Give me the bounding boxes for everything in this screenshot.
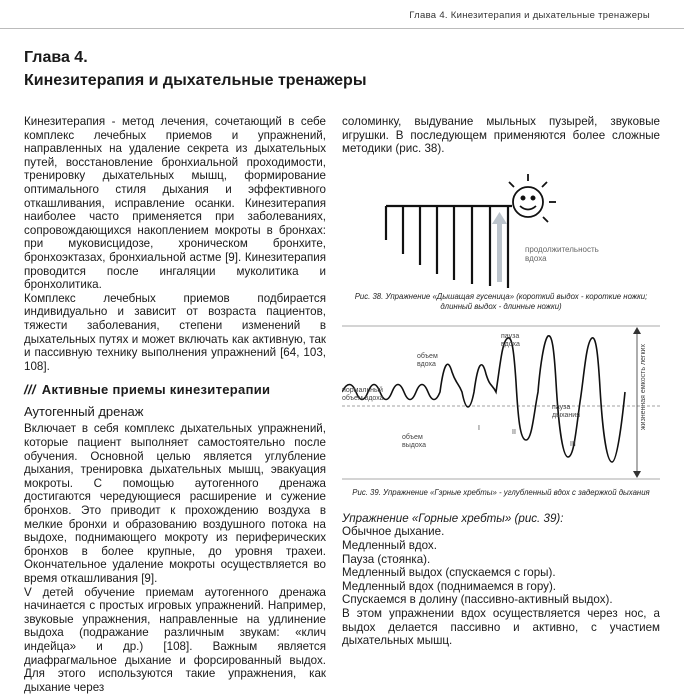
svg-text:объемвдоха: объем вдоха (417, 352, 438, 368)
section-title: Активные приемы кинезитерапии (41, 382, 271, 398)
svg-text:II: II (512, 428, 516, 436)
autogenic-paragraph-1: Включает в себя комплекс дыхательных упражнений, которые пациент выполняет самостоятельно после обучения. Основной целью является углубление дыхания, тренировка дыхательных мышц, эвакуация мокроты. С помощью аутогенного дренажа достигаются чередующиеся расширение и сужение бронхов. Это приводит к прохождению воздуха в мелкие бронхи и образованию воздушного потока на выдохе, поднимающего мокроту из периферических бронхов в более крупные, до уровня трахеи. Окончательное удаление мокроты осуществляется во время откашливания [9]. (24, 422, 326, 585)
figure-38-caption: Рис. 38. Упражнение «Дышащая гусеница» (короткий выдох - короткие ножки; длинный выдох - длинные ножки) (354, 291, 648, 311)
exercise-list-title: Упражнение «Горные хребты» (рис. 39): (342, 511, 564, 525)
exercise-list (342, 512, 660, 648)
list-item: Пауза (стоянка). (342, 552, 431, 566)
list-item: Медленный выдох (спускаемся с горы). (342, 566, 556, 580)
section-heading (24, 383, 326, 397)
svg-text:паузадыхания: пауза дыхания (552, 403, 580, 419)
section-mark: /// (24, 382, 36, 398)
breathing-curve (342, 336, 625, 462)
chapter-title: Кинезитерапия и дыхательные тренажеры (24, 72, 367, 89)
fig38-label: продолжительность вдоха (525, 244, 599, 263)
chapter-heading (24, 46, 366, 92)
continuation-paragraph: соломинку, выдувание мыльных пузырей, звуковые игрушки. В последующем применяются более сложные методики (рис. 38). (342, 115, 660, 156)
subsection-heading: Аутогенный дренаж (24, 403, 144, 419)
svg-text:жизненная емкость легких: жизненная емкость легких (640, 343, 647, 430)
running-head: Глава 4. Кинезитерапия и дыхательные тренажеры (409, 10, 650, 21)
caterpillar-head-icon (509, 174, 556, 222)
chapter-number: Глава 4. (24, 49, 88, 66)
figure-38-caterpillar (342, 162, 660, 292)
svg-text:объемвыдоха: объем выдоха (402, 433, 426, 449)
svg-text:паузавдоха: пауза вдоха (501, 332, 520, 348)
figure-39-caption: Рис. 39. Упражнение «Гэрные хребты» - углубленный вдох с задержкой дыхания (352, 487, 650, 497)
header-rule (0, 28, 684, 29)
autogenic-paragraph-2: V детей обучение приемам аутогенного дренажа начинается с простых игровых упражнений. Например, звуковые упражнения, направленные на удлинение выдоха (подражание различным звукам: «клич индейца» и др.) [108]. Важным является диафрагмальное дыхание и форсированный выдох. Для этого используются такие упражнения, как дыхание через (24, 585, 326, 694)
list-item: Медленный вдох. (342, 538, 437, 552)
intro-paragraph-1: Кинезитерапия - метод лечения, сочетающий в себе комплекс лечебных приемов и упражнений, направленных на удаление секрета из дыхательных путей, восстановление бронхиальной проходимости, тренировку дыхательных мышц, формирование оптимального стиля дыхания и эффективного откашливания, исправление осанки. Кинезитерапия наиболее часто применяется при заболеваниях, сопровождающихся накоплением мокроты в бронхах: при муковисцидозе, хроническом бронхите, бронхоэктазах, бронхиальной астме [9]. Кинезитерапия проводится после ингаляции муколитика и бронхолитика. (24, 115, 326, 292)
right-column (342, 115, 660, 648)
svg-text:I: I (478, 424, 480, 432)
list-item: Медленный вдох (поднимаемся в гору). (342, 579, 557, 593)
intro-paragraph-2: Комплекс лечебных приемов подбирается индивидуально и зависит от возраста пациентов, тяжести заболевания, степени изменений в дыхательных путях и может включать как активную, так и пассивную технику выполнения упражнений [64, 103, 108]. (24, 291, 326, 373)
list-item: Спускаемся в долину (пассивно-активный выдох). (342, 593, 613, 607)
closing-paragraph: В этом упражнении вдох осуществляется через нос, а выдох делается пассивно и активно, с участием дыхательных мышц. (342, 606, 660, 648)
list-item: Обычное дыхание. (342, 525, 445, 539)
left-column (24, 115, 326, 694)
figure-39-mountains (342, 322, 660, 484)
svg-text:III: III (570, 440, 576, 448)
duration-arrow-icon (492, 212, 507, 282)
svg-text:нормальныйобъем вдоха: нормальный объем вдоха (342, 386, 384, 402)
